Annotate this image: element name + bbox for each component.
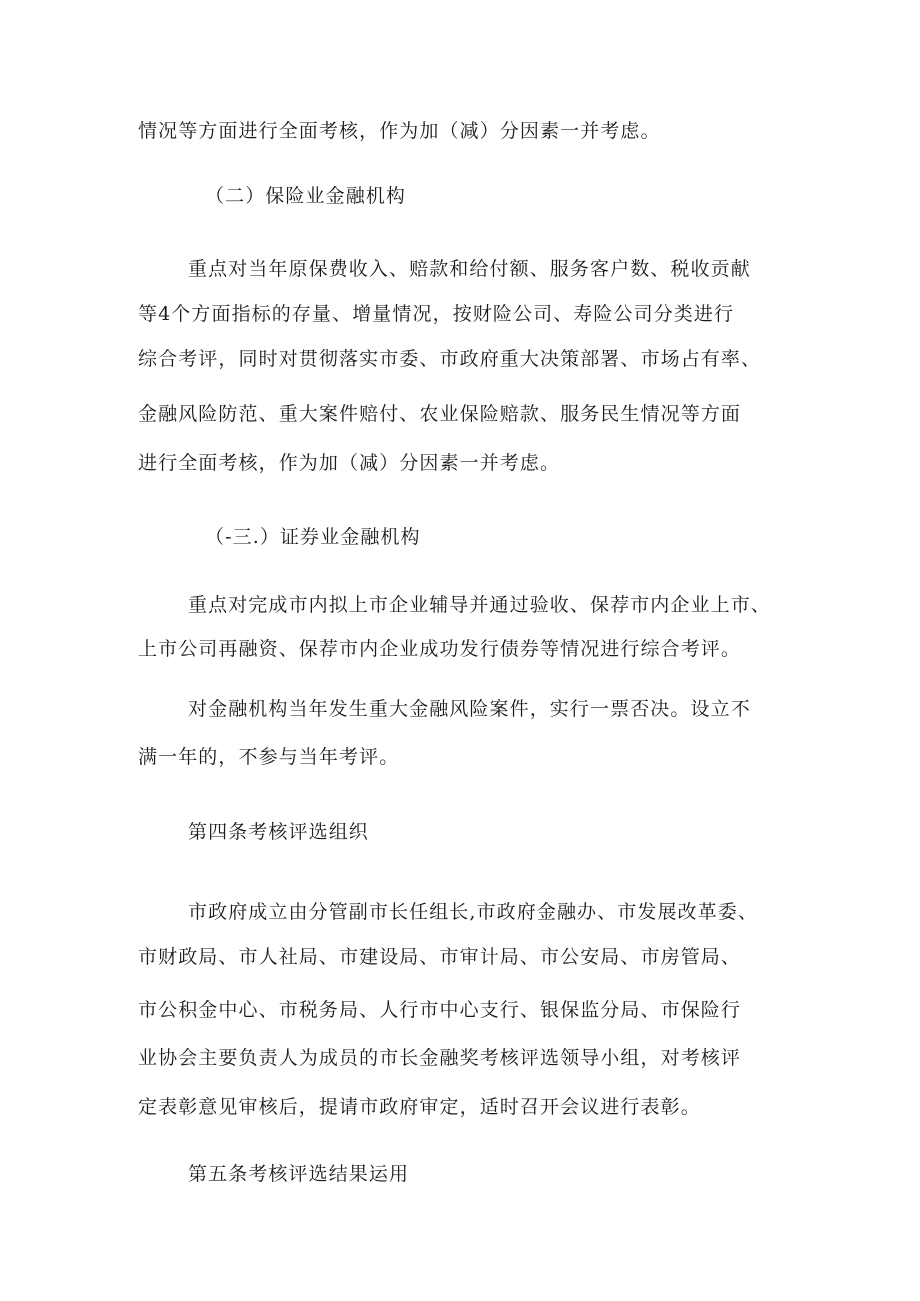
paragraph-line: 业协会主要负责人为成员的市长金融奖考核评选领导小组，对考核评 [138, 1047, 742, 1069]
article-heading-5: 第五条考核评选结果运用 [188, 1163, 410, 1185]
paragraph-line: 综合考评，同时对贯彻落实市委、市政府重大决策部署、市场占有率、 [138, 348, 762, 370]
paragraph-line: 重点对当年原保费收入、赔款和给付额、服务客户数、税收贡献 [188, 258, 751, 280]
paragraph-line: 上市公司再融资、保荐市内企业成功发行债券等情况进行综合考评。 [138, 638, 742, 660]
paragraph-line: 市财政局、市人社局、市建设局、市审计局、市公安局、市房管局、 [138, 946, 742, 968]
section-heading-securities: （-三.）证券业金融机构 [205, 526, 421, 548]
paragraph-line: 定表彰意见审核后，提请市政府审定，适时召开会议进行表彰。 [138, 1096, 701, 1118]
paragraph-line: 情况等方面进行全面考核，作为加（减）分因素一并考虑。 [138, 120, 661, 142]
paragraph-line: 满一年的，不参与当年考评。 [138, 746, 400, 768]
paragraph-line: 进行全面考核，作为加（减）分因素一并考虑。 [138, 452, 561, 474]
section-heading-insurance: （二）保险业金融机构 [205, 185, 407, 207]
paragraph-line: 对金融机构当年发生重大金融风险案件，实行一票否决。设立不 [188, 698, 751, 720]
paragraph-line: 等4个方面指标的存量、增量情况，按财险公司、寿险公司分类进行 [138, 303, 735, 325]
paragraph-line: 市政府成立由分管副市长任组长,市政府金融办、市发展改革委、 [188, 901, 758, 923]
paragraph-line: 市公积金中心、市税务局、人行市中心支行、银保监分局、市保险行 [138, 999, 742, 1021]
paragraph-line: 金融风险防范、重大案件赔付、农业保险赔款、服务民生情况等方面 [138, 403, 742, 425]
article-heading-4: 第四条考核评选组织 [188, 821, 369, 843]
paragraph-line: 重点对完成市内拟上市企业辅导并通过验收、保荐市内企业上市、 [188, 594, 771, 616]
